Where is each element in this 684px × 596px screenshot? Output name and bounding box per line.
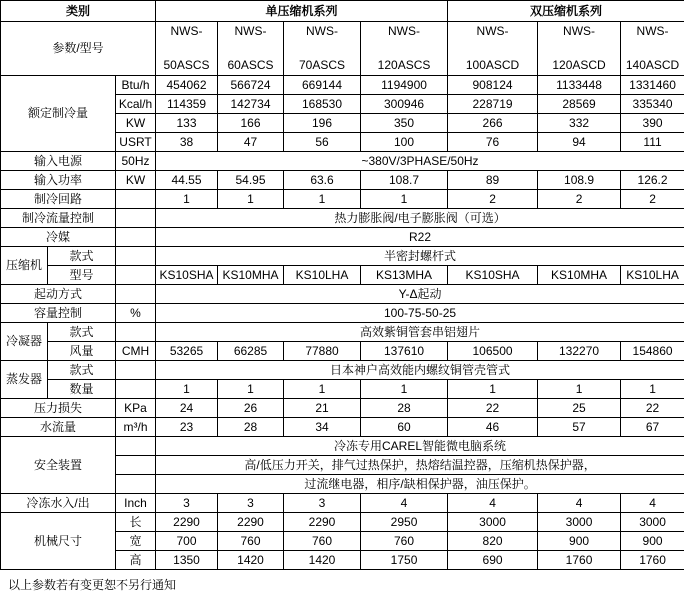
model-row bbox=[1, 22, 684, 76]
dimension-height-sublabel: 高 bbox=[116, 551, 156, 570]
compressor-label: 压缩机 bbox=[1, 247, 48, 285]
condenser-style-sublabel: 款式 bbox=[48, 323, 116, 342]
compressor-model-value: KS10LHA bbox=[284, 266, 361, 285]
kcalh-value: 335340 bbox=[621, 95, 684, 114]
pressure-loss-value: 28 bbox=[361, 399, 448, 418]
model-cell bbox=[621, 22, 684, 76]
water-flow-value: 28 bbox=[218, 418, 284, 437]
width-value: 820 bbox=[448, 532, 538, 551]
model-prefix: NWS- bbox=[234, 24, 267, 38]
quantity-value: 1 bbox=[156, 380, 218, 399]
unit-cell: % bbox=[116, 304, 156, 323]
evaporator-style-value: 日本神户高效能内螺纹铜管壳管式 bbox=[156, 361, 684, 380]
pressure-loss-row bbox=[1, 399, 684, 418]
kw-value: 266 bbox=[448, 114, 538, 133]
condenser-style-row bbox=[1, 323, 684, 342]
param-model-header: 参数/型号 bbox=[1, 22, 156, 76]
usrt-value: 56 bbox=[284, 133, 361, 152]
input-power-value: 89 bbox=[448, 171, 538, 190]
kcalh-value: 228719 bbox=[448, 95, 538, 114]
quantity-value: 1 bbox=[538, 380, 621, 399]
kw-value: 196 bbox=[284, 114, 361, 133]
circuits-value: 2 bbox=[621, 190, 684, 209]
cooling-capacity-label: 额定制冷量 bbox=[1, 76, 116, 152]
height-value: 1420 bbox=[284, 551, 361, 570]
dimension-length-sublabel: 长 bbox=[116, 513, 156, 532]
unit-cell: KW bbox=[116, 171, 156, 190]
unit-cell bbox=[116, 456, 156, 475]
chilled-water-value: 3 bbox=[156, 494, 218, 513]
water-flow-value: 57 bbox=[538, 418, 621, 437]
length-value: 2290 bbox=[156, 513, 218, 532]
flow-control-row bbox=[1, 209, 684, 228]
unit-cell bbox=[116, 380, 156, 399]
kw-value: 166 bbox=[218, 114, 284, 133]
model-cell bbox=[448, 22, 538, 76]
airflow-value: 154860 bbox=[621, 342, 684, 361]
safety-line: 过流继电器，相序/缺相保护器，油压保护。 bbox=[156, 475, 684, 494]
chilled-water-value: 4 bbox=[538, 494, 621, 513]
kw-value: 350 bbox=[361, 114, 448, 133]
model-suffix: 50ASCS bbox=[163, 58, 210, 73]
model-suffix: 140ASCD bbox=[625, 58, 680, 73]
height-value: 1750 bbox=[361, 551, 448, 570]
unit-cell bbox=[116, 247, 156, 266]
airflow-value: 53265 bbox=[156, 342, 218, 361]
compressor-model-value: KS10SHA bbox=[156, 266, 218, 285]
safety-row bbox=[1, 437, 684, 456]
width-value: 900 bbox=[621, 532, 684, 551]
usrt-value: 100 bbox=[361, 133, 448, 152]
single-series-header: 单压缩机系列 bbox=[156, 1, 448, 22]
header-row bbox=[1, 1, 684, 22]
kcalh-value: 168530 bbox=[284, 95, 361, 114]
btuh-value: 908124 bbox=[448, 76, 538, 95]
kw-value: 390 bbox=[621, 114, 684, 133]
unit-cell bbox=[116, 228, 156, 247]
compressor-style-sublabel: 款式 bbox=[48, 247, 116, 266]
unit-cell bbox=[116, 323, 156, 342]
input-power-value: 126.2 bbox=[621, 171, 684, 190]
kw-value: 133 bbox=[156, 114, 218, 133]
model-cell bbox=[538, 22, 621, 76]
model-prefix: NWS- bbox=[306, 24, 339, 38]
airflow-value: 106500 bbox=[448, 342, 538, 361]
unit-cell bbox=[116, 437, 156, 456]
pressure-loss-value: 26 bbox=[218, 399, 284, 418]
power-supply-label: 输入电源 bbox=[1, 152, 116, 171]
model-suffix: 100ASCD bbox=[465, 58, 520, 73]
water-flow-value: 34 bbox=[284, 418, 361, 437]
input-power-value: 44.55 bbox=[156, 171, 218, 190]
quantity-value: 1 bbox=[284, 380, 361, 399]
circuits-value: 2 bbox=[538, 190, 621, 209]
compressor-model-value: KS13MHA bbox=[361, 266, 448, 285]
circuits-value: 1 bbox=[218, 190, 284, 209]
unit-cell: 50Hz bbox=[116, 152, 156, 171]
width-value: 900 bbox=[538, 532, 621, 551]
evaporator-quantity-row bbox=[1, 380, 684, 399]
circuits-value: 2 bbox=[448, 190, 538, 209]
evaporator-quantity-sublabel: 数量 bbox=[48, 380, 116, 399]
kcalh-value: 114359 bbox=[156, 95, 218, 114]
circuits-value: 1 bbox=[361, 190, 448, 209]
length-value: 2290 bbox=[284, 513, 361, 532]
kcalh-value: 300946 bbox=[361, 95, 448, 114]
height-value: 690 bbox=[448, 551, 538, 570]
model-cell bbox=[361, 22, 448, 76]
chilled-water-value: 3 bbox=[218, 494, 284, 513]
pressure-loss-value: 22 bbox=[448, 399, 538, 418]
model-prefix: NWS- bbox=[170, 24, 203, 38]
flow-control-label: 制冷流量控制 bbox=[1, 209, 116, 228]
compressor-model-value: KS10SHA bbox=[448, 266, 538, 285]
power-supply-row bbox=[1, 152, 684, 171]
water-flow-label: 水流量 bbox=[1, 418, 116, 437]
length-value: 2290 bbox=[218, 513, 284, 532]
input-power-row bbox=[1, 171, 684, 190]
dimensions-label: 机械尺寸 bbox=[1, 513, 116, 570]
dimension-width-sublabel: 宽 bbox=[116, 532, 156, 551]
cooling-circuits-label: 制冷回路 bbox=[1, 190, 116, 209]
chilled-water-value: 4 bbox=[361, 494, 448, 513]
compressor-style-row bbox=[1, 247, 684, 266]
capacity-control-row bbox=[1, 304, 684, 323]
airflow-value: 77880 bbox=[284, 342, 361, 361]
btuh-value: 1133448 bbox=[538, 76, 621, 95]
start-mode-label: 起动方式 bbox=[1, 285, 116, 304]
refrigerant-value: R22 bbox=[156, 228, 684, 247]
airflow-value: 132270 bbox=[538, 342, 621, 361]
unit-cell bbox=[116, 209, 156, 228]
input-power-value: 63.6 bbox=[284, 171, 361, 190]
refrigerant-row bbox=[1, 228, 684, 247]
compressor-model-value: KS10MHA bbox=[538, 266, 621, 285]
condenser-style-value: 高效紫铜管套串铝翅片 bbox=[156, 323, 684, 342]
compressor-model-sublabel: 型号 bbox=[48, 266, 116, 285]
chilled-water-label: 冷冻水入/出 bbox=[1, 494, 116, 513]
btuh-value: 454062 bbox=[156, 76, 218, 95]
evaporator-style-sublabel: 款式 bbox=[48, 361, 116, 380]
compressor-model-value: KS10LHA bbox=[621, 266, 684, 285]
model-suffix: 120ASCS bbox=[377, 58, 431, 73]
input-power-value: 108.7 bbox=[361, 171, 448, 190]
water-flow-value: 23 bbox=[156, 418, 218, 437]
width-value: 760 bbox=[284, 532, 361, 551]
condenser-label: 冷凝器 bbox=[1, 323, 48, 361]
circuits-value: 1 bbox=[156, 190, 218, 209]
safety-label: 安全装置 bbox=[1, 437, 116, 494]
quantity-value: 1 bbox=[621, 380, 684, 399]
kcalh-value: 28569 bbox=[538, 95, 621, 114]
capacity-control-label: 容量控制 bbox=[1, 304, 116, 323]
pressure-loss-value: 22 bbox=[621, 399, 684, 418]
height-value: 1760 bbox=[538, 551, 621, 570]
unit-cell bbox=[116, 285, 156, 304]
unit-cell: KW bbox=[116, 114, 156, 133]
model-prefix: NWS- bbox=[563, 24, 596, 38]
evaporator-label: 蒸发器 bbox=[1, 361, 48, 399]
pressure-loss-value: 21 bbox=[284, 399, 361, 418]
btuh-value: 1331460 bbox=[621, 76, 684, 95]
pressure-loss-label: 压力损失 bbox=[1, 399, 116, 418]
circuits-value: 1 bbox=[284, 190, 361, 209]
model-prefix: NWS- bbox=[636, 24, 669, 38]
length-value: 3000 bbox=[538, 513, 621, 532]
unit-cell: Kcal/h bbox=[116, 95, 156, 114]
unit-cell: USRT bbox=[116, 133, 156, 152]
footer-note: 以上参数若有变更恕不另行通知 bbox=[8, 578, 177, 592]
condenser-airflow-sublabel: 风量 bbox=[48, 342, 116, 361]
airflow-value: 137610 bbox=[361, 342, 448, 361]
unit-cell: KPa bbox=[116, 399, 156, 418]
input-power-value: 108.9 bbox=[538, 171, 621, 190]
width-value: 700 bbox=[156, 532, 218, 551]
unit-cell bbox=[116, 266, 156, 285]
model-prefix: NWS- bbox=[476, 24, 509, 38]
usrt-value: 94 bbox=[538, 133, 621, 152]
unit-cell: m³/h bbox=[116, 418, 156, 437]
pressure-loss-value: 25 bbox=[538, 399, 621, 418]
btuh-row bbox=[1, 76, 684, 95]
compressor-style-value: 半密封螺杆式 bbox=[156, 247, 684, 266]
refrigerant-label: 冷媒 bbox=[1, 228, 116, 247]
unit-cell: Btu/h bbox=[116, 76, 156, 95]
usrt-value: 76 bbox=[448, 133, 538, 152]
airflow-value: 66285 bbox=[218, 342, 284, 361]
model-suffix: 60ASCS bbox=[227, 58, 274, 73]
unit-cell bbox=[116, 361, 156, 380]
kw-value: 332 bbox=[538, 114, 621, 133]
compressor-model-value: KS10MHA bbox=[218, 266, 284, 285]
input-power-value: 54.95 bbox=[218, 171, 284, 190]
compressor-model-row bbox=[1, 266, 684, 285]
input-power-label: 输入功率 bbox=[1, 171, 116, 190]
water-flow-value: 60 bbox=[361, 418, 448, 437]
evaporator-style-row bbox=[1, 361, 684, 380]
model-suffix: 120ASCD bbox=[552, 58, 606, 73]
model-prefix: NWS- bbox=[388, 24, 421, 38]
start-mode-value: Y-Δ起动 bbox=[156, 285, 684, 304]
model-cell bbox=[284, 22, 361, 76]
quantity-value: 1 bbox=[218, 380, 284, 399]
water-flow-value: 67 bbox=[621, 418, 684, 437]
length-value: 3000 bbox=[621, 513, 684, 532]
water-flow-row bbox=[1, 418, 684, 437]
safety-line: 冷冻专用CAREL智能微电脑系统 bbox=[156, 437, 684, 456]
power-supply-value: ~380V/3PHASE/50Hz bbox=[156, 152, 684, 171]
quantity-value: 1 bbox=[361, 380, 448, 399]
unit-cell: CMH bbox=[116, 342, 156, 361]
capacity-control-value: 100-75-50-25 bbox=[156, 304, 684, 323]
usrt-value: 47 bbox=[218, 133, 284, 152]
model-suffix: 70ASCS bbox=[299, 58, 346, 73]
btuh-value: 669144 bbox=[284, 76, 361, 95]
quantity-value: 1 bbox=[448, 380, 538, 399]
width-value: 760 bbox=[218, 532, 284, 551]
width-value: 760 bbox=[361, 532, 448, 551]
height-value: 1420 bbox=[218, 551, 284, 570]
water-flow-value: 46 bbox=[448, 418, 538, 437]
height-value: 1760 bbox=[621, 551, 684, 570]
unit-cell: Inch bbox=[116, 494, 156, 513]
length-value: 3000 bbox=[448, 513, 538, 532]
condenser-airflow-row bbox=[1, 342, 684, 361]
height-value: 1350 bbox=[156, 551, 218, 570]
usrt-value: 111 bbox=[621, 133, 684, 152]
dual-series-header: 双压缩机系列 bbox=[448, 1, 684, 22]
usrt-value: 38 bbox=[156, 133, 218, 152]
chilled-water-value: 4 bbox=[621, 494, 684, 513]
model-cell bbox=[218, 22, 284, 76]
kcalh-value: 142734 bbox=[218, 95, 284, 114]
chilled-water-value: 3 bbox=[284, 494, 361, 513]
chilled-water-row bbox=[1, 494, 684, 513]
model-cell bbox=[156, 22, 218, 76]
length-value: 2950 bbox=[361, 513, 448, 532]
safety-line: 高/低压力开关，排气过热保护，热熔结温控器，压缩机热保护器， bbox=[156, 456, 684, 475]
unit-cell bbox=[116, 475, 156, 494]
pressure-loss-value: 24 bbox=[156, 399, 218, 418]
dimension-length-row bbox=[1, 513, 684, 532]
cooling-circuits-row bbox=[1, 190, 684, 209]
chilled-water-value: 4 bbox=[448, 494, 538, 513]
unit-cell bbox=[116, 190, 156, 209]
start-mode-row bbox=[1, 285, 684, 304]
btuh-value: 566724 bbox=[218, 76, 284, 95]
flow-control-value: 热力膨胀阀/电子膨胀阀（可选） bbox=[156, 209, 684, 228]
btuh-value: 1194900 bbox=[361, 76, 448, 95]
category-header: 类别 bbox=[1, 1, 156, 22]
